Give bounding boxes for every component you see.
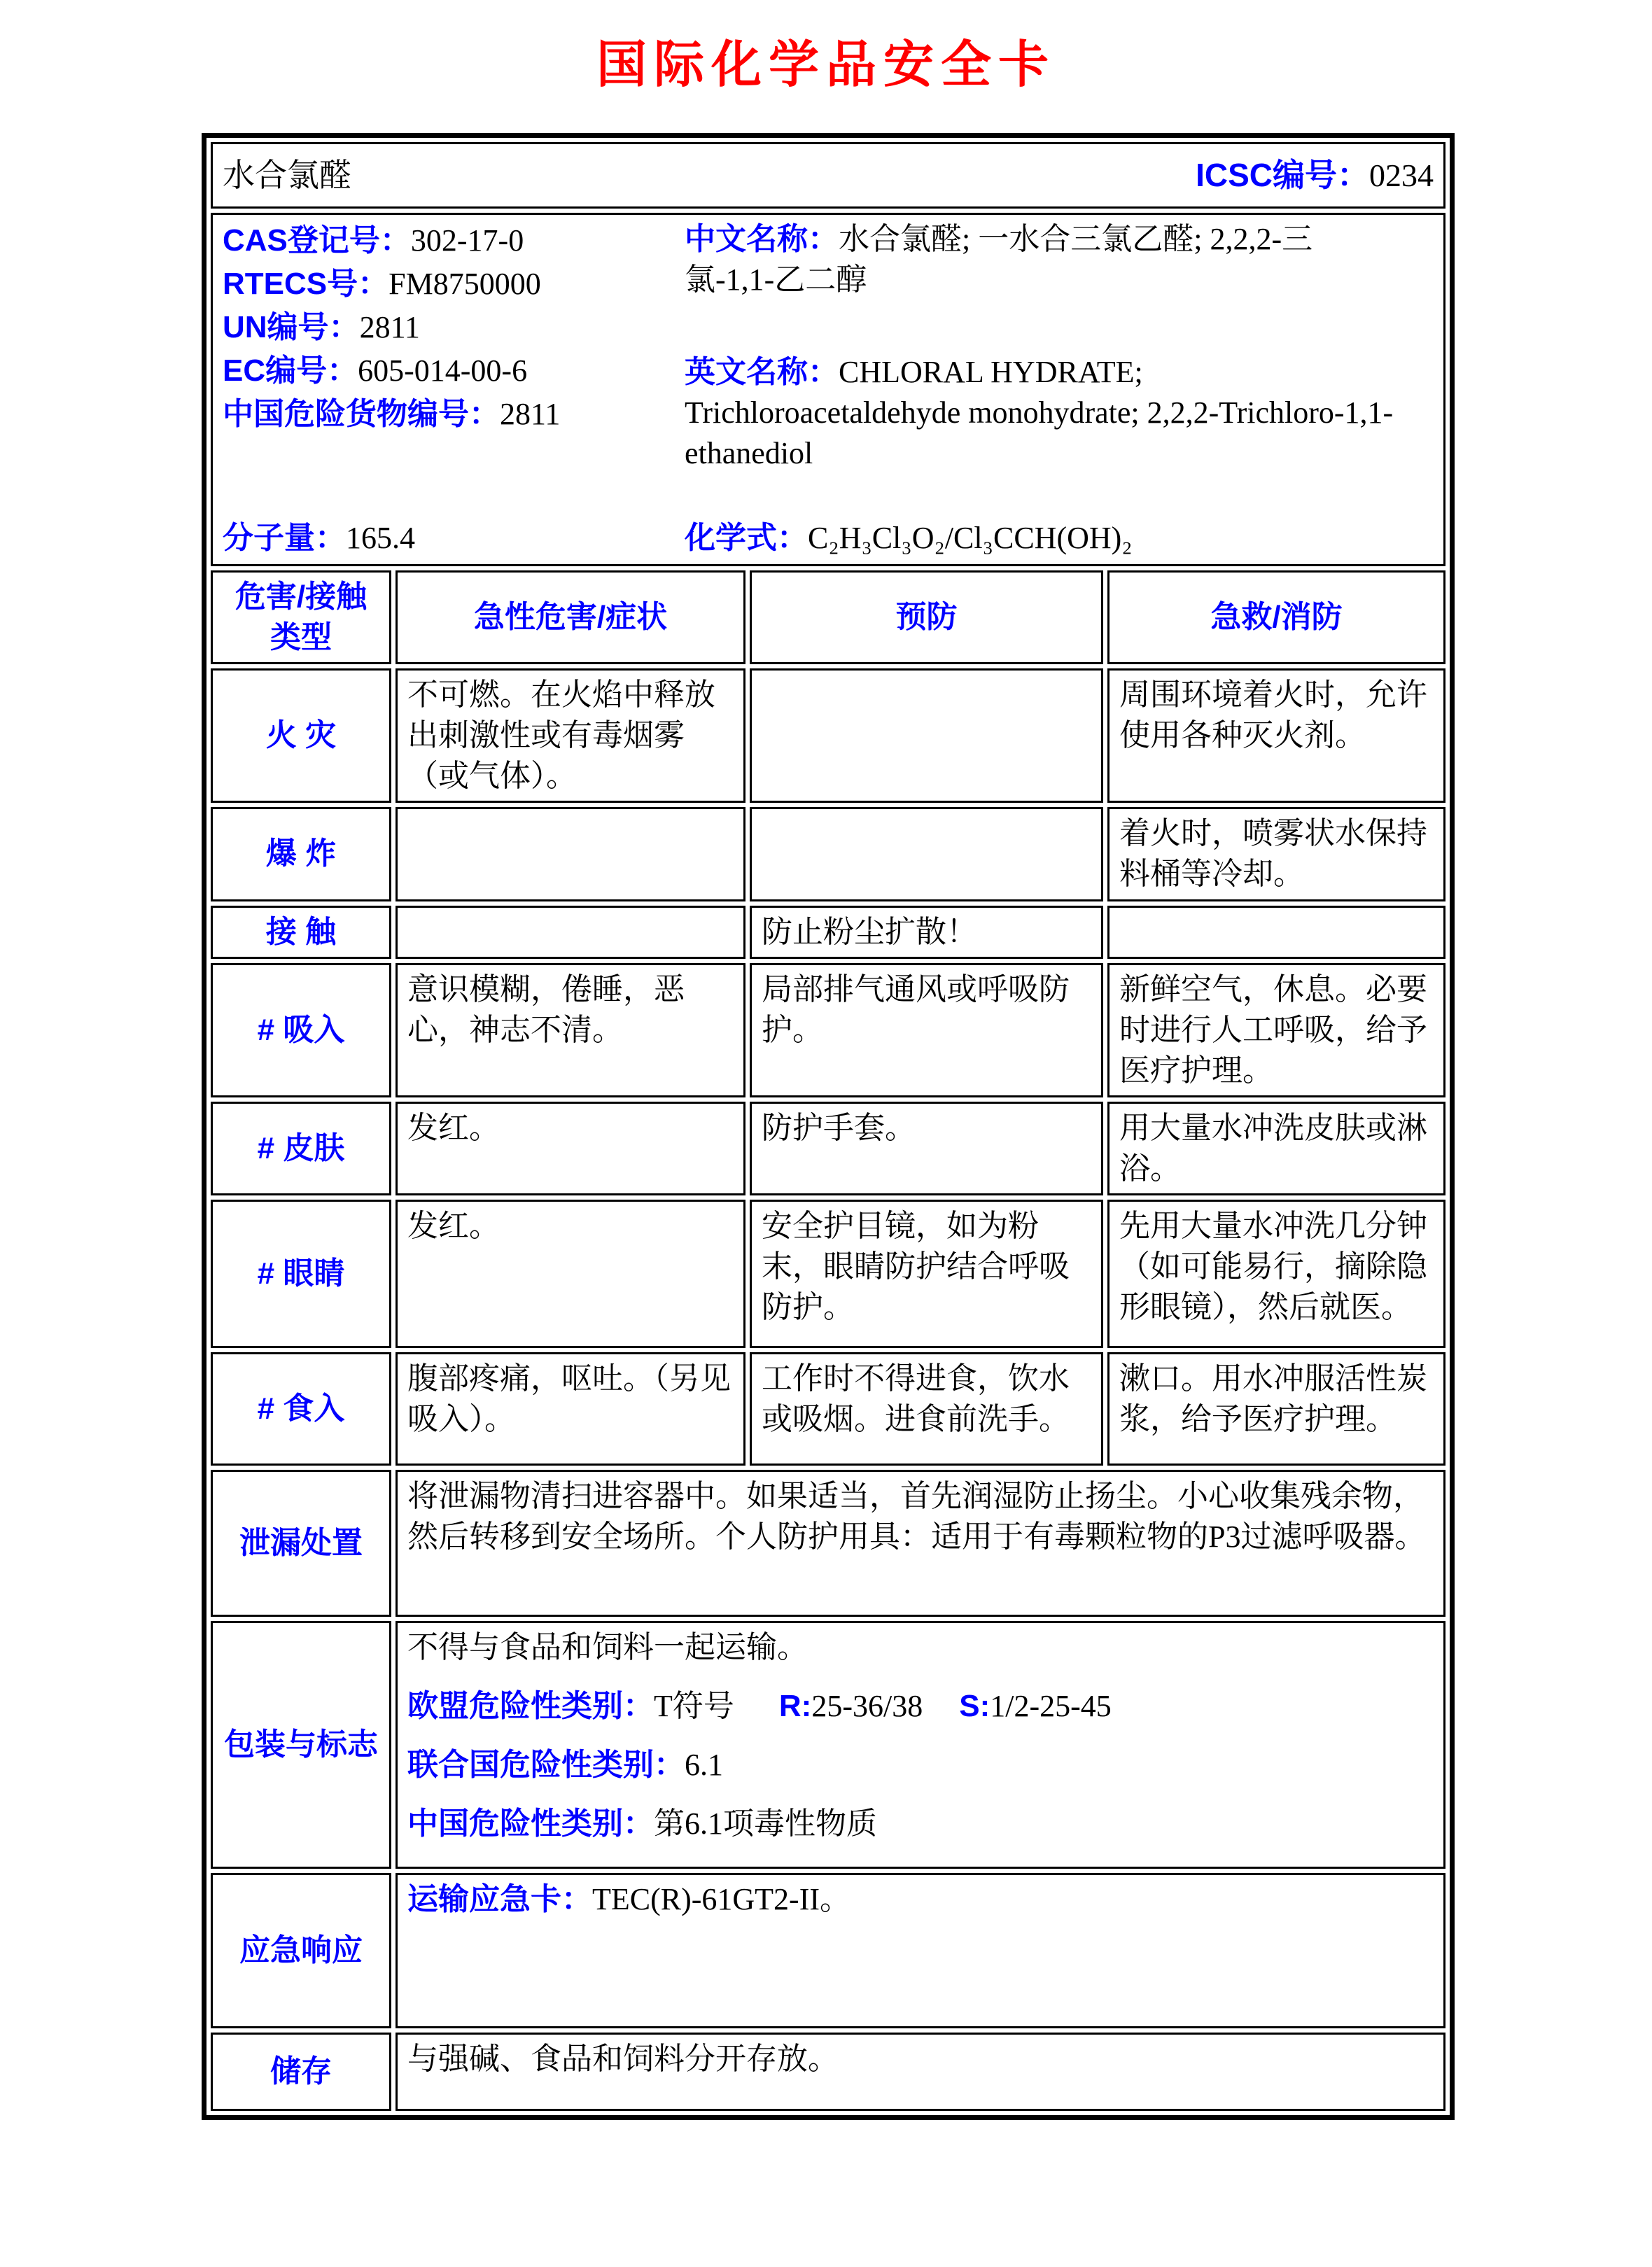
eyes-response-cell: 先用大量水冲洗几分钟（如可能易行，摘除隐形眼镜），然后就医。 <box>1107 1200 1446 1348</box>
english-name-label: 英文名称： <box>685 355 839 390</box>
eu-class-value: T符号 <box>654 1689 734 1724</box>
eyes-symptom-cell: 发红。 <box>396 1200 746 1348</box>
chinese-name-value: 水合氯醛; 一水合三氯乙醛; 2,2,2-三氯-1,1-乙二醇 <box>685 222 1313 297</box>
explosion-prevention-cell <box>750 807 1103 901</box>
china-dg-number-label: 中国危险货物编号： <box>223 397 500 432</box>
identity-cell <box>211 213 1446 566</box>
fire-response-cell: 周围环境着火时，允许使用各种灭火剂。 <box>1107 668 1446 803</box>
un-class-label: 联合国危险性类别： <box>407 1748 685 1783</box>
english-name-value: CHLORAL HYDRATE; Trichloroacetaldehyde monohydrate; 2,2,2-Trichloro-1,1-ethanediol <box>685 355 1394 471</box>
eu-class-label: 欧盟危险性类别： <box>407 1689 654 1724</box>
rtecs-number-label: RTECS号： <box>223 267 389 302</box>
spillage-row <box>211 1470 1446 1617</box>
ec-number-value: 605-014-00-6 <box>358 353 528 388</box>
eyes-prevention-cell: 安全护目镜，如为粉末，眼睛防护结合呼吸防护。 <box>750 1200 1103 1348</box>
molecular-weight-value: 165.4 <box>346 520 415 555</box>
chemical-name: 水合氯醛 <box>223 157 351 193</box>
explosion-response-cell: 着火时，喷雾状水保持料桶等冷却。 <box>1107 807 1446 901</box>
cn-class-value: 第6.1项毒性物质 <box>654 1806 877 1841</box>
ec-number-label: EC编号： <box>223 353 358 388</box>
rtecs-number-line <box>223 264 685 304</box>
fire-type-label: 火 灾 <box>211 668 391 803</box>
contact-type-label: 接 触 <box>211 906 391 959</box>
emergency-label: 应急响应 <box>211 1873 391 2028</box>
chemical-names <box>685 219 1399 560</box>
hazard-row-inhalation <box>211 963 1446 1097</box>
hazard-row-contact <box>211 906 1446 959</box>
hazard-row-ingestion <box>211 1352 1446 1466</box>
skin-prevention-cell: 防护手套。 <box>750 1102 1103 1195</box>
transport-card-value: TEC(R)-61GT2-II。 <box>592 1882 851 1917</box>
china-dg-number-value: 2811 <box>500 397 561 432</box>
molecular-weight-line <box>223 518 685 559</box>
inhalation-type-label: # 吸入 <box>211 963 391 1097</box>
packaging-label: 包装与标志 <box>211 1621 391 1869</box>
skin-response-cell: 用大量水冲洗皮肤或淋浴。 <box>1107 1102 1446 1195</box>
emergency-content <box>396 1873 1446 2028</box>
transport-card-label: 运输应急卡： <box>407 1882 592 1917</box>
hazard-row-eyes <box>211 1200 1446 1348</box>
rtecs-number-value: FM8750000 <box>388 267 541 302</box>
contact-response-cell <box>1107 906 1446 959</box>
eyes-type-label: # 眼睛 <box>211 1200 391 1348</box>
packaging-row <box>211 1621 1446 1869</box>
storage-row <box>211 2033 1446 2111</box>
page-title: 国际化学品安全卡 <box>596 37 1056 93</box>
explosion-symptom-cell <box>396 807 746 901</box>
spacer <box>685 479 1399 517</box>
chemical-formula-label: 化学式： <box>685 520 808 555</box>
spacer <box>223 436 685 517</box>
spillage-text: 将泄漏物清扫进容器中。如果适当，首先润湿防止扬尘。小心收集残余物，然后转移到安全场所。个人防护用具：适用于有毒颗粒物的P3过滤呼吸器。 <box>396 1470 1446 1617</box>
hazard-header-prevention: 预防 <box>750 570 1103 664</box>
english-name-line <box>685 352 1399 474</box>
icsc-value: 0234 <box>1369 157 1434 193</box>
un-number-label: UN编号： <box>223 310 360 345</box>
chemical-formula-line <box>685 518 1399 559</box>
chinese-name-line <box>685 219 1399 300</box>
icsc-number <box>1196 154 1434 197</box>
packaging-un-line <box>407 1745 1434 1785</box>
cas-number-label: CAS登记号： <box>223 223 411 258</box>
hazard-header-symptom: 急性危害/症状 <box>396 570 746 664</box>
icsc-document <box>0 24 1652 2120</box>
card-header-cell <box>211 142 1446 209</box>
identity-grid <box>223 219 1434 560</box>
registry-numbers <box>223 219 685 560</box>
molecular-weight-label: 分子量： <box>223 520 346 555</box>
r-phrase-label: R: <box>778 1689 812 1724</box>
safety-card-table <box>206 138 1450 2115</box>
ingestion-prevention-cell: 工作时不得进食，饮水或吸烟。进食前洗手。 <box>750 1352 1103 1466</box>
china-dg-number-line <box>223 394 685 435</box>
fire-prevention-cell <box>750 668 1103 803</box>
ingestion-type-label: # 食入 <box>211 1352 391 1466</box>
skin-symptom-cell: 发红。 <box>396 1102 746 1195</box>
s-phrase-label: S: <box>959 1689 990 1724</box>
hazard-row-explosion <box>211 807 1446 901</box>
packaging-content <box>396 1621 1446 1869</box>
chemical-formula-value: C₂H₃Cl₃O₂/Cl₃CCH(OH)₂ <box>808 520 1133 555</box>
cn-class-label: 中国危险性类别： <box>407 1806 654 1841</box>
fire-symptom-cell: 不可燃。在火焰中释放出刺激性或有毒烟雾（或气体）。 <box>396 668 746 803</box>
icsc-label: ICSC编号： <box>1196 156 1370 193</box>
spillage-label: 泄漏处置 <box>211 1470 391 1617</box>
un-number-value: 2811 <box>359 310 420 345</box>
hazard-header-type <box>211 570 391 664</box>
ingestion-response-cell: 漱口。用水冲服活性炭浆，给予医疗护理。 <box>1107 1352 1446 1466</box>
chinese-name-label: 中文名称： <box>685 222 839 256</box>
cas-number-line <box>223 220 685 261</box>
inhalation-prevention-cell: 局部排气通风或呼吸防护。 <box>750 963 1103 1097</box>
storage-text: 与强碱、食品和饲料分开存放。 <box>396 2033 1446 2111</box>
hazard-header-response: 急救/消防 <box>1107 570 1446 664</box>
contact-prevention-cell: 防止粉尘扩散！ <box>750 906 1103 959</box>
safety-card <box>202 133 1455 2120</box>
s-phrase-value: 1/2-25-45 <box>990 1689 1112 1724</box>
card-header <box>223 154 1434 197</box>
identity-row <box>211 213 1446 566</box>
packaging-eu-line <box>407 1686 1434 1727</box>
inhalation-symptom-cell: 意识模糊，倦睡，恶心，神志不清。 <box>396 963 746 1097</box>
hazard-header-row <box>211 570 1446 664</box>
hazard-header-type-text: 危害/接触类型 <box>234 580 368 655</box>
cas-number-value: 302-17-0 <box>410 223 524 258</box>
explosion-type-label: 爆 炸 <box>211 807 391 901</box>
ingestion-symptom-cell: 腹部疼痛，呕吐。（另见吸入）。 <box>396 1352 746 1466</box>
packaging-cn-line <box>407 1804 1434 1844</box>
hazard-row-skin <box>211 1102 1446 1195</box>
card-header-row <box>211 142 1446 209</box>
storage-label: 储存 <box>211 2033 391 2111</box>
inhalation-response-cell: 新鲜空气，休息。必要时进行人工呼吸，给予医疗护理。 <box>1107 963 1446 1097</box>
un-number-line <box>223 307 685 348</box>
hazard-row-fire <box>211 668 1446 803</box>
emergency-row <box>211 1873 1446 2028</box>
ec-number-line <box>223 351 685 391</box>
r-phrase-value: 25-36/38 <box>811 1689 923 1724</box>
contact-symptom-cell <box>396 906 746 959</box>
un-class-value: 6.1 <box>685 1748 723 1783</box>
skin-type-label: # 皮肤 <box>211 1102 391 1195</box>
packaging-transport-note: 不得与食品和饲料一起运输。 <box>407 1630 808 1665</box>
